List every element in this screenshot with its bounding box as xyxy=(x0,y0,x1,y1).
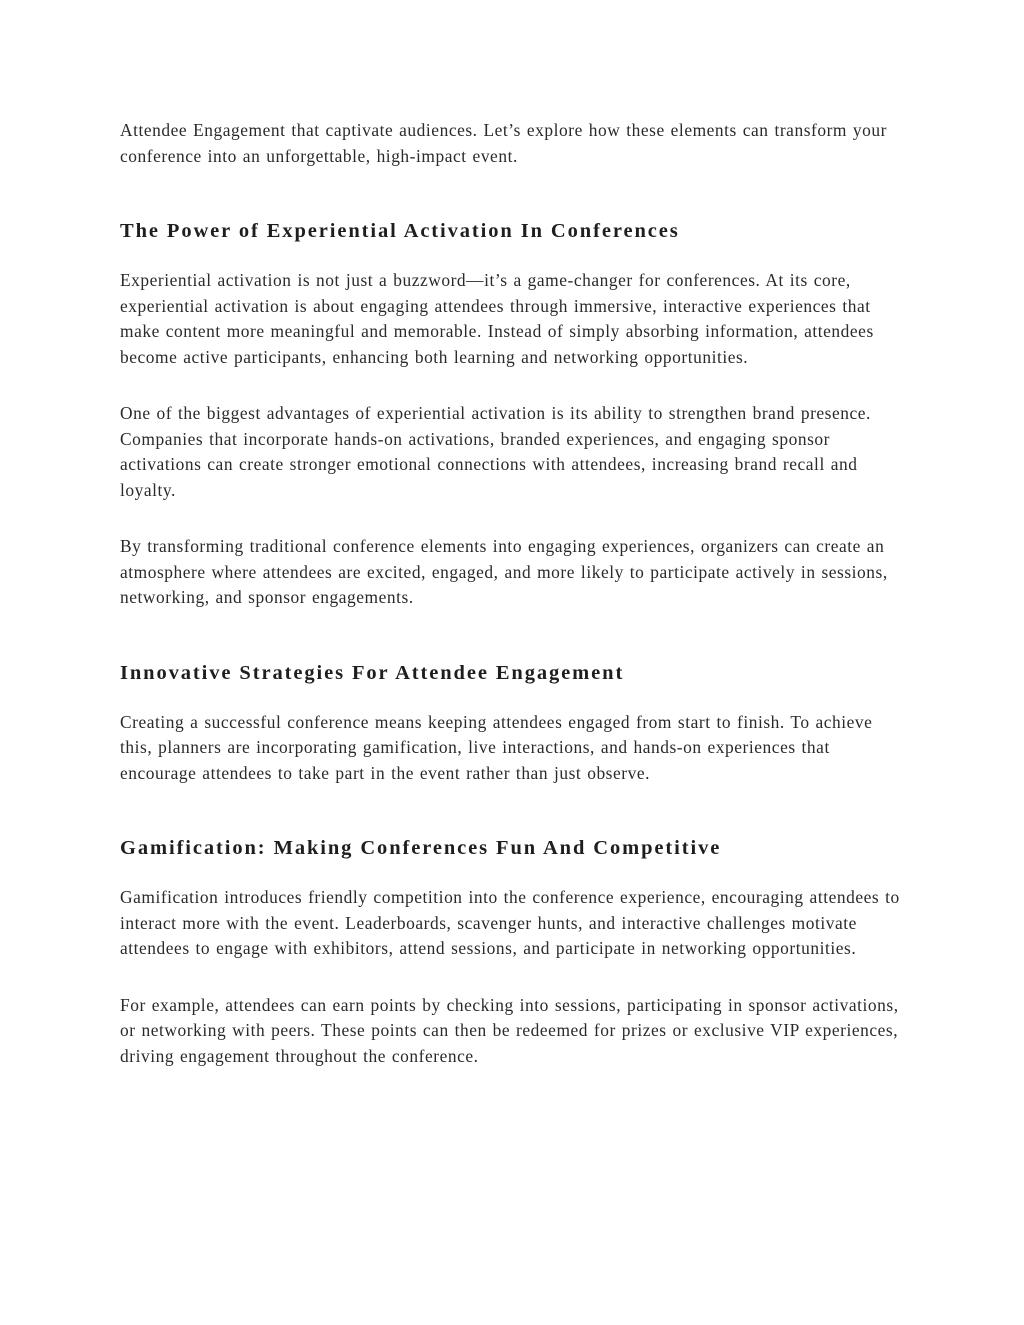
paragraph: Experiential activation is not just a buzzword—it’s a game-changer for conferences. At its core, experiential activation is about engaging attendees through immersive, interactive experiences that make content more meaningful and memorable. Instead of simply absorbing information, attendees become active participants, enhancing both learning and networking opportunities. xyxy=(120,270,874,367)
paragraph: Creating a successful conference means keeping attendees engaged from start to finish. To achieve this, planners are incorporating gamification, live interactions, and hands-on experiences that encourage attendees to take part in the event rather than just observe. xyxy=(120,711,873,783)
intro-paragraph: Attendee Engagement that captivate audiences. Let’s explore how these elements can transform your conference into an unforgettable, high-impact event. xyxy=(120,120,887,166)
paragraph: For example, attendees can earn points by checking into sessions, participating in sponsor activations, or networking with peers. These points can then be redeemed for prizes or exclusive VIP experiences, driving engagement throughout the conference. xyxy=(120,994,899,1066)
section-heading-attendee-engagement: Innovative Strategies For Attendee Engagement xyxy=(120,661,625,684)
paragraph: Gamification introduces friendly competition into the conference experience, encouraging attendees to interact more with the event. Leaderboards, scavenger hunts, and interactive challenges motivate attendees to engage with exhibitors, attend sessions, and participate in networking opportunities. xyxy=(120,887,900,958)
paragraph: One of the biggest advantages of experiential activation is its ability to strengthen brand presence. Companies that incorporate hands-on activations, branded experiences, and engaging sponsor activations can create stronger emotional connections with attendees, increasing brand recall and loyalty. xyxy=(120,403,871,500)
paragraph: By transforming traditional conference elements into engaging experiences, organizers can create an atmosphere where attendees are excited, engaged, and more likely to participate actively in sessions, networking, and sponsor engagements. xyxy=(120,536,888,607)
section-heading-experiential-activation: The Power of Experiential Activation In Conferences xyxy=(120,220,680,242)
document-page xyxy=(120,118,910,1069)
section-heading-gamification: Gamification: Making Conferences Fun And Competitive xyxy=(120,837,722,859)
